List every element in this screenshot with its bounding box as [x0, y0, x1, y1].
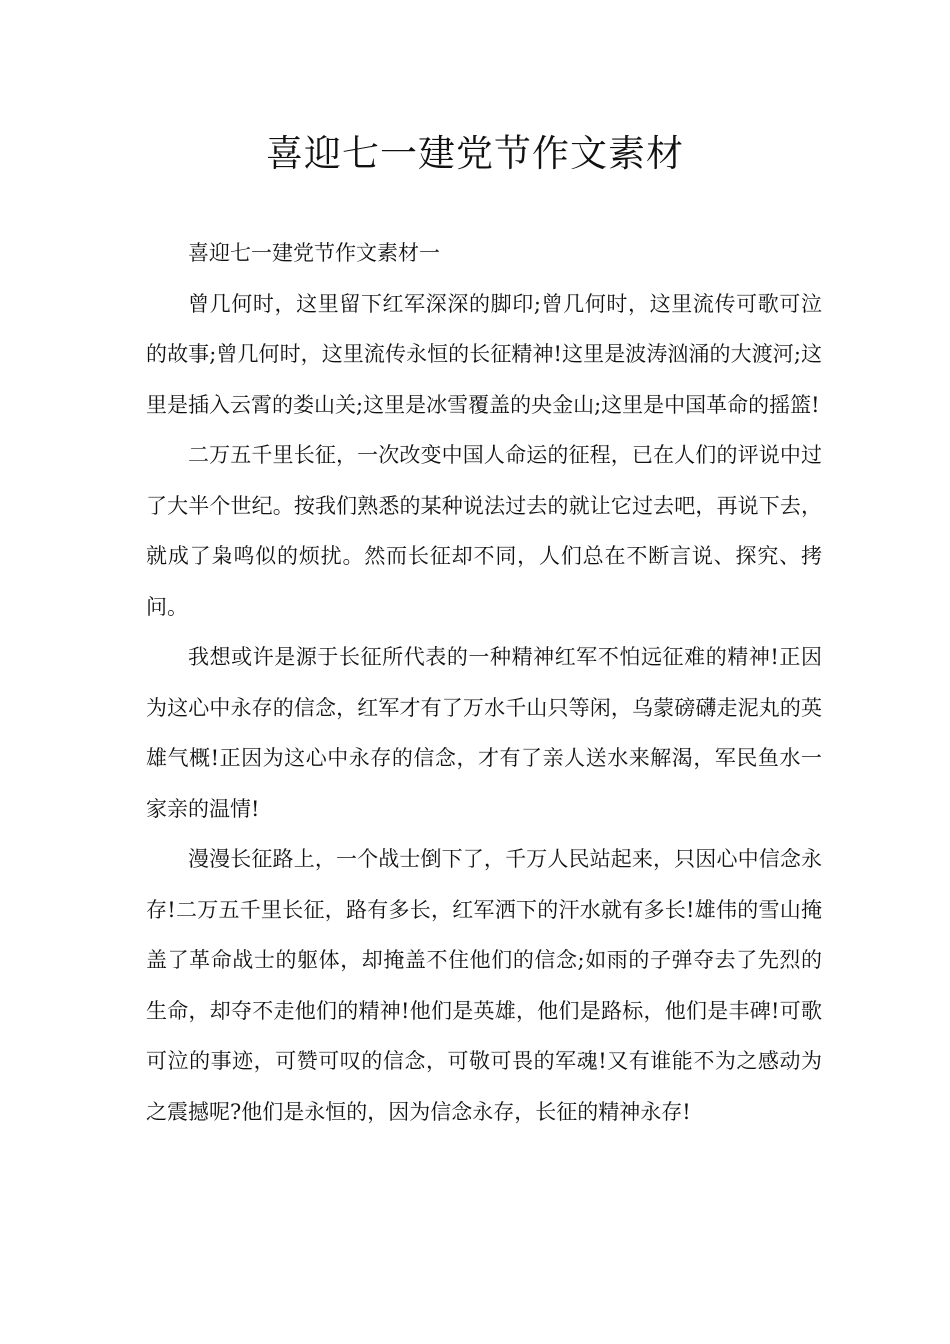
paragraph-1: 曾几何时，这里留下红军深深的脚印;曾几何时，这里流传可歌可泣的故事;曾几何时，这里流传永恒的长征精神!这里是波涛汹涌的大渡河;这里是插入云霄的娄山关;这里是冰雪覆盖的央金山;这里是中国革命的摇篮! — [146, 291, 822, 417]
section-heading: 喜迎七一建党节作文素材一 — [188, 241, 440, 265]
paragraph-3: 我想或许是源于长征所代表的一种精神红军不怕远征难的精神!正因为这心中永存的信念，红军才有了万水千山只等闲，乌蒙磅礴走泥丸的英雄气概!正因为这心中永存的信念，才有了亲人送水来解渴，军民鱼水一家亲的温情! — [146, 645, 822, 821]
document-body — [146, 228, 822, 1137]
paragraph-2: 二万五千里长征，一次改变中国人命运的征程，已在人们的评说中过了大半个世纪。按我们熟悉的某种说法过去的就让它过去吧，再说下去，就成了枭鸣似的烦扰。然而长征却不同，人们总在不断言说、探究、拷问。 — [146, 443, 822, 619]
paragraph-4: 漫漫长征路上，一个战士倒下了，千万人民站起来，只因心中信念永存!二万五千里长征，路有多长，红军洒下的汗水就有多长!雄伟的雪山掩盖了革命战士的躯体，却掩盖不住他们的信念;如雨的子弹夺去了先烈的生命，却夺不走他们的精神!他们是英雄，他们是路标，他们是丰碑!可歌可泣的事迹，可赞可叹的信念，可敬可畏的军魂!又有谁能不为之感动为之震撼呢?他们是永恒的，因为信念永存，长征的精神永存! — [146, 847, 822, 1124]
document-title: 喜迎七一建党节作文素材 — [266, 132, 684, 175]
